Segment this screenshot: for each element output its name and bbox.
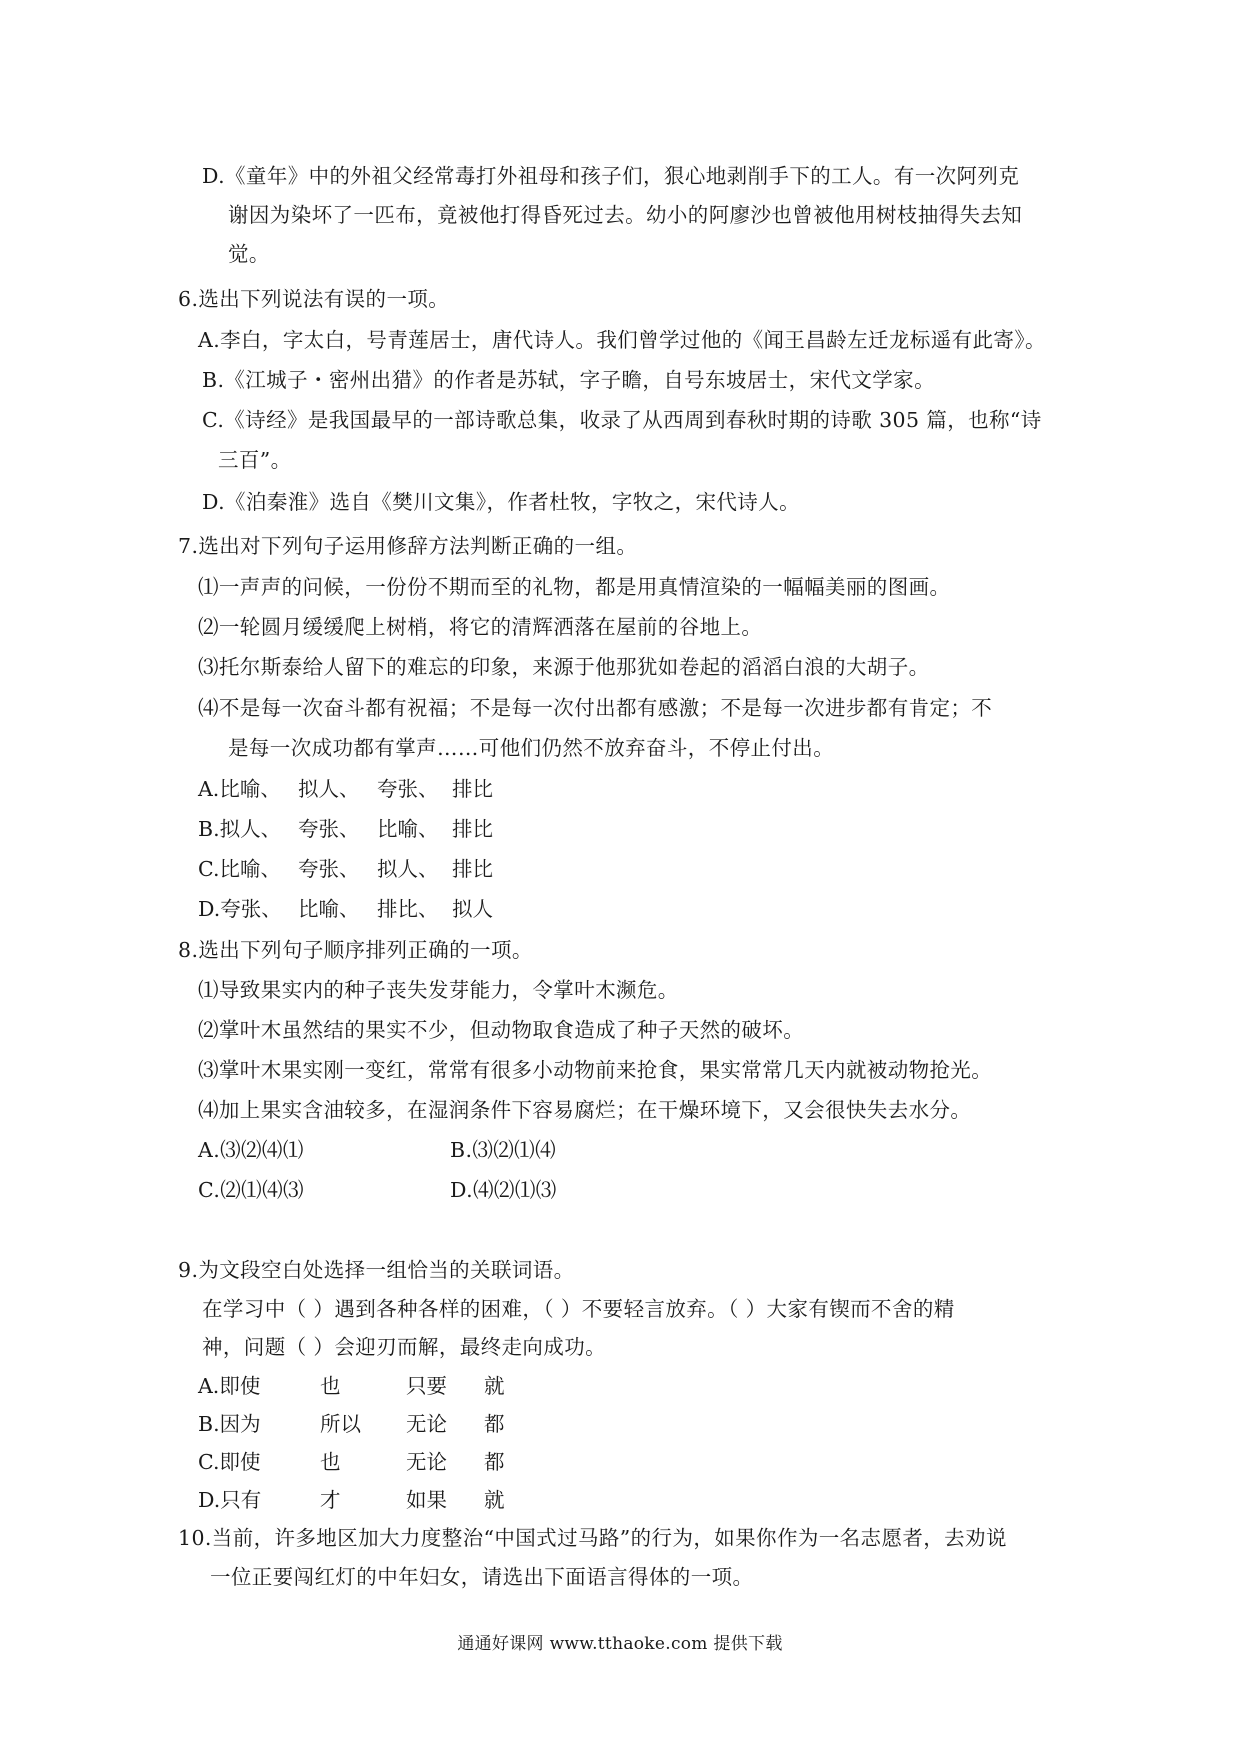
q7-sentence-3: ⑶托尔斯泰给人留下的难忘的印象，来源于他那犹如卷起的滔滔白浪的大胡子。 — [198, 655, 930, 679]
option-cell: 排比 — [452, 857, 493, 881]
option-cell: 所以 — [320, 1412, 361, 1436]
option-cell: B.因为 — [198, 1412, 261, 1436]
option-cell: D.夸张、 — [198, 897, 282, 921]
option-cell: 比喻、 — [377, 817, 439, 841]
option-cell: 拟人、 — [377, 857, 439, 881]
q6-option-d: D.《泊秦淮》选自《樊川文集》，作者杜牧，字牧之，宋代诗人。 — [202, 490, 800, 514]
option-cell: C.即使 — [198, 1450, 261, 1474]
q6-option-a: A.李白，字太白，号青莲居士，唐代诗人。我们曾学过他的《闻王昌龄左迁龙标遥有此寄》。 — [198, 328, 1046, 352]
q6-stem: 6.选出下列说法有误的一项。 — [178, 287, 450, 311]
option-cell: 排比 — [452, 777, 493, 801]
option-cell: 排比 — [452, 817, 493, 841]
option-cell: 都 — [484, 1450, 505, 1474]
q5-option-d-line2: 谢因为染坏了一匹布，竟被他打得昏死过去。幼小的阿廖沙也曾被他用树枝抽得失去知 — [228, 203, 1023, 227]
q9-passage-line2: 神，问题（ ）会迎刃而解，最终走向成功。 — [202, 1335, 607, 1359]
option-cell: 无论 — [406, 1412, 447, 1436]
q7-sentence-4-line2: 是每一次成功都有掌声……可他们仍然不放弃奋斗，不停止付出。 — [228, 736, 835, 760]
q6-option-c-line1: C.《诗经》是我国最早的一部诗歌总集，收录了从西周到春秋时期的诗歌 305 篇，也称“诗 — [202, 408, 1042, 432]
q9-stem: 9.为文段空白处选择一组恰当的关联词语。 — [178, 1258, 575, 1282]
option-cell: 排比、 — [377, 897, 439, 921]
q8-option-b: B.⑶⑵⑴⑷ — [450, 1138, 556, 1162]
option-cell: D.只有 — [198, 1488, 262, 1512]
q8-sentence-4: ⑷加上果实含油较多，在湿润条件下容易腐烂；在干燥环境下，又会很快失去水分。 — [198, 1098, 972, 1122]
q5-option-d-line3: 觉。 — [228, 242, 270, 266]
option-cell: 也 — [320, 1450, 341, 1474]
option-cell: 无论 — [406, 1450, 447, 1474]
q7-sentence-1: ⑴一声声的问候，一份份不期而至的礼物，都是用真情渲染的一幅幅美丽的图画。 — [198, 575, 951, 599]
q10-stem-line1: 10.当前，许多地区加大力度整治“中国式过马路”的行为，如果你作为一名志愿者，去劝说 — [178, 1526, 1007, 1550]
option-cell: 拟人 — [452, 897, 493, 921]
q8-sentence-1: ⑴导致果实内的种子丧失发芽能力，令掌叶木濒危。 — [198, 978, 679, 1002]
q8-option-a: A.⑶⑵⑷⑴ — [198, 1138, 304, 1162]
q8-sentence-3: ⑶掌叶木果实刚一变红，常常有很多小动物前来抢食，果实常常几天内就被动物抢光。 — [198, 1058, 993, 1082]
option-cell: 都 — [484, 1412, 505, 1436]
option-cell: 就 — [484, 1488, 505, 1512]
option-cell: 就 — [484, 1374, 505, 1398]
option-cell: B.拟人、 — [198, 817, 282, 841]
option-cell: 也 — [320, 1374, 341, 1398]
page-footer: 通通好课网 www.tthaoke.com 提供下载 — [457, 1634, 783, 1654]
q5-option-d-line1: D.《童年》中的外祖父经常毒打外祖母和孩子们，狠心地剥削手下的工人。有一次阿列克 — [202, 164, 1020, 188]
option-cell: 夸张、 — [377, 777, 439, 801]
option-cell: 比喻、 — [298, 897, 360, 921]
q8-option-c: C.⑵⑴⑷⑶ — [198, 1178, 304, 1202]
option-cell: 夸张、 — [298, 817, 360, 841]
q8-sentence-2: ⑵掌叶木虽然结的果实不少，但动物取食造成了种子天然的破坏。 — [198, 1018, 805, 1042]
q7-stem: 7.选出对下列句子运用修辞方法判断正确的一组。 — [178, 534, 638, 558]
q8-option-d: D.⑷⑵⑴⑶ — [450, 1178, 557, 1202]
option-cell: 只要 — [406, 1374, 447, 1398]
q6-option-b: B.《江城子・密州出猎》的作者是苏轼，字子瞻，自号东坡居士，宋代文学家。 — [202, 368, 935, 392]
option-cell: 如果 — [406, 1488, 447, 1512]
option-cell: A.比喻、 — [198, 777, 281, 801]
q6-option-c-line2: 三百”。 — [218, 448, 292, 472]
option-cell: A.即使 — [198, 1374, 261, 1398]
q9-passage-line1: 在学习中（ ）遇到各种各样的困难，（ ）不要轻言放弃。（ ）大家有锲而不舍的精 — [202, 1297, 955, 1321]
q7-sentence-4-line1: ⑷不是每一次奋斗都有祝福；不是每一次付出都有感激；不是每一次进步都有肯定；不 — [198, 696, 993, 720]
q10-stem-line2: 一位正要闯红灯的中年妇女，请选出下面语言得体的一项。 — [210, 1565, 754, 1589]
option-cell: 拟人、 — [298, 777, 360, 801]
q7-sentence-2: ⑵一轮圆月缓缓爬上树梢，将它的清辉洒落在屋前的谷地上。 — [198, 615, 763, 639]
q8-stem: 8.选出下列句子顺序排列正确的一项。 — [178, 938, 533, 962]
option-cell: 才 — [320, 1488, 341, 1512]
option-cell: C.比喻、 — [198, 857, 281, 881]
option-cell: 夸张、 — [298, 857, 360, 881]
